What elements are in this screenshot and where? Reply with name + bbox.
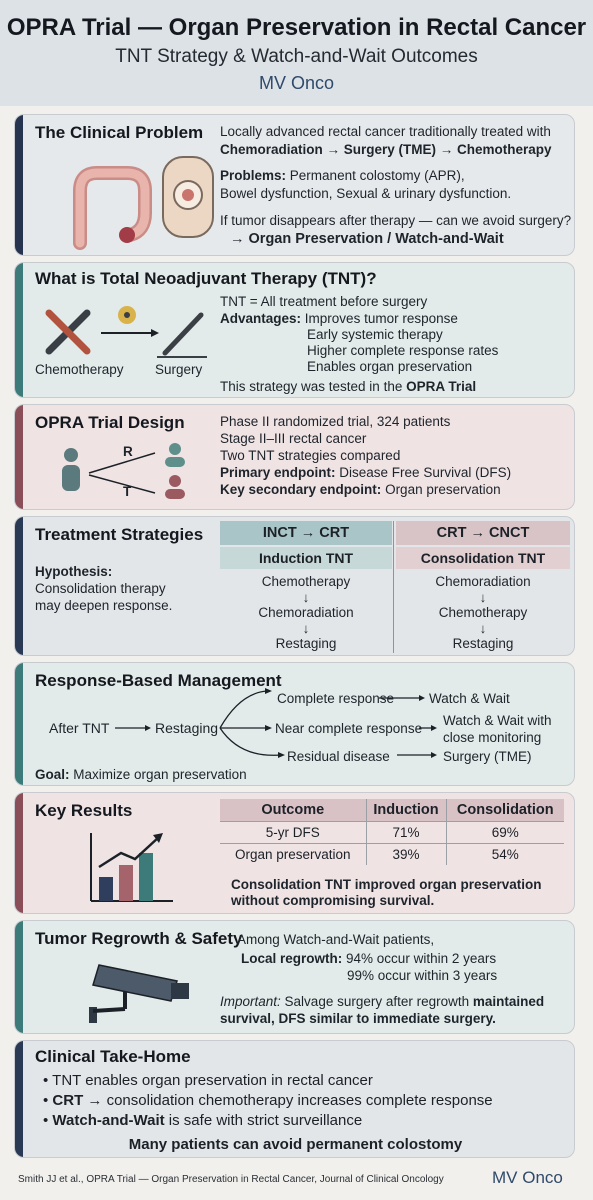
take-home-bullet: • CRT → consolidation chemotherapy increases complete response [43,1092,493,1109]
important-text: Salvage surgery after regrowth [284,994,470,1009]
results-conclusion: without compromising survival. [231,893,435,908]
advantages-label: Advantages: [220,311,302,326]
tested-trial: OPRA Trial [406,379,477,394]
card-stripe [15,793,23,913]
citation: Smith JJ et al., OPRA Trial — Organ Preservation in Rectal Cancer, Journal of Clinical Oncology [18,1174,444,1185]
design-line: Phase II randomized trial, 324 patients [220,414,451,429]
induction-head: INCT → CRT [220,521,392,545]
trial-design-heading: OPRA Trial Design [35,413,185,432]
local-regrowth-value: 94% occur within 2 years [346,951,497,966]
consolidation-step: Restaging [452,636,514,651]
advantage-item: Improves tumor response [304,311,458,326]
tnt-definition: TNT = All treatment before surgery [220,294,428,309]
goal-line [35,766,247,783]
page-subtitle: TNT Strategy & Watch-and-Wait Outcomes [115,46,478,67]
down-arrow-icon: ↓ [479,590,487,605]
trial-design-card [14,404,575,510]
management-card [14,662,575,786]
table-row [220,844,564,866]
bullet-text: is safe with strict surveillance [164,1112,363,1129]
strategy-divider [393,521,394,653]
bar-chart-icon [87,829,177,905]
induction-step: Chemoradiation [258,605,354,620]
syringe-and-scalpel-icon [35,299,215,363]
table-cell: 69% [446,822,564,844]
local-regrowth-label: Local regrowth: [241,951,343,966]
column-header: Induction [366,799,446,822]
table-row [220,822,564,844]
induction-step: Chemotherapy [261,574,351,589]
management-heading: Response-Based Management [35,671,282,690]
hypothesis-text: Consolidation therapy [35,581,166,596]
take-home-bullet: • TNT enables organ preservation in rectal cancer [43,1072,373,1089]
clinical-problem-heading: The Clinical Problem [35,123,204,142]
induction-sub: Induction TNT [220,547,392,569]
problems-line [220,167,465,184]
take-home-heading: Clinical Take-Home [35,1047,191,1066]
problem-pathway: Chemoradiation → Surgery (TME) → Chemotherapy [220,142,552,157]
consolidation-head: CRT → CNCT [396,521,570,545]
bullet-text: → consolidation chemotherapy increases complete response [83,1092,493,1109]
column-header: Consolidation [446,799,564,822]
induction-step: Restaging [275,636,337,651]
problems-label: Problems: [220,168,287,183]
surgery-label: Surgery [155,362,203,377]
take-home-final: Many patients can avoid permanent colostomy [128,1136,463,1153]
goal-label: Goal: [35,767,70,782]
card-stripe [15,115,23,255]
chemotherapy-label: Chemotherapy [35,362,124,377]
consolidation-step: Chemoradiation [435,574,531,589]
bullet-bold: CRT [52,1092,84,1109]
strategy-table [220,521,570,653]
results-table-wrap [220,799,564,865]
problems-text2: Bowel dysfunction, Sexual & urinary dysfunction. [220,186,512,201]
design-line: Two TNT strategies compared [220,448,401,463]
treatment-strategies-card [14,516,575,656]
advantages-line [220,310,458,327]
primary-endpoint [220,464,511,481]
tnt-card [14,262,575,398]
branch-response: Complete response [277,691,395,706]
regrowth-heading: Tumor Regrowth & Safety [35,929,243,948]
table-cell: 71% [366,822,446,844]
important-line [220,993,544,1010]
regrowth-card [14,920,575,1034]
key-results-card [14,792,575,914]
table-cell: Organ preservation [220,844,366,866]
card-stripe [15,517,23,655]
card-stripe [15,405,23,509]
advantage-item: Higher complete response rates [307,343,499,358]
take-home-bullet: • Watch-and-Wait is safe with strict surveillance [43,1112,363,1129]
problem-intro: Locally advanced rectal cancer traditionally treated with [220,124,551,139]
local-regrowth-line [241,950,496,967]
key-results-heading: Key Results [35,801,133,820]
goal-text: Maximize organ preservation [73,767,247,782]
table-cell: 5-yr DFS [220,822,366,844]
branch-response: Residual disease [287,749,390,764]
strategies-heading: Treatment Strategies [35,525,204,544]
colon-icon [35,151,225,251]
secondary-value: Organ preservation [385,482,501,497]
column-header: Outcome [220,799,366,822]
restaging-label: Restaging [155,720,219,736]
advantage-item: Early systemic therapy [307,327,443,342]
hypothesis-text: may deepen response. [35,598,173,613]
primary-label: Primary endpoint: [220,465,336,480]
surveillance-camera-icon [85,953,205,1025]
tnt-heading: What is Total Neoadjuvant Therapy (TNT)? [35,269,377,288]
footer-brand: MV Onco [492,1168,563,1187]
branch-response: Near complete response [275,721,423,736]
bullet-text: TNT enables organ preservation in rectal cancer [52,1072,373,1089]
arm-t-label: T [123,484,132,499]
down-arrow-icon: ↓ [479,621,487,636]
regrowth-intro: Among Watch-and-Wait patients, [237,932,435,947]
table-cell: 39% [366,844,446,866]
secondary-endpoint [220,481,501,498]
table-cell: 54% [446,844,564,866]
branch-action: Watch & Wait [429,691,510,706]
header [0,0,593,106]
card-stripe [15,921,23,1033]
bullet-bold: Watch-and-Wait [52,1112,165,1129]
problems-text1: Permanent colostomy (APR), [289,168,465,183]
take-home-card [14,1040,575,1158]
branch-action: Surgery (TME) [443,749,532,764]
important-bold: maintained [472,994,545,1009]
local-regrowth-value: 99% occur within 3 years [347,968,498,983]
results-conclusion: Consolidation TNT improved organ preservation [231,877,542,892]
problem-answer: → Organ Preservation / Watch-and-Wait [230,231,504,247]
results-table [220,799,564,865]
tested-prefix: This strategy was tested in the [220,379,407,394]
hypothesis-label: Hypothesis: [35,564,113,579]
arm-r-label: R [123,444,133,459]
consolidation-sub: Consolidation TNT [396,547,570,569]
page-title: OPRA Trial — Organ Preservation in Rectal Cancer [6,14,587,41]
tested-line [220,378,476,395]
secondary-label: Key secondary endpoint: [220,482,382,497]
important-label: Important: [220,994,281,1009]
after-tnt-label: After TNT [49,720,110,736]
problem-question: If tumor disappears after therapy — can we avoid surgery? [220,213,572,228]
important-bold: survival, DFS similar to immediate surgery. [220,1011,496,1026]
clinical-problem-card [14,114,575,256]
design-line: Stage II–III rectal cancer [220,431,367,446]
down-arrow-icon: ↓ [302,590,310,605]
card-stripe [15,263,23,397]
branch-action: Watch & Wait with close monitoring [443,713,552,745]
down-arrow-icon: ↓ [302,621,310,636]
primary-value: Disease Free Survival (DFS) [339,465,512,480]
header-brand: MV Onco [258,73,335,93]
advantage-item: Enables organ preservation [307,359,473,374]
consolidation-step: Chemotherapy [438,605,528,620]
results-header-row [220,799,564,822]
